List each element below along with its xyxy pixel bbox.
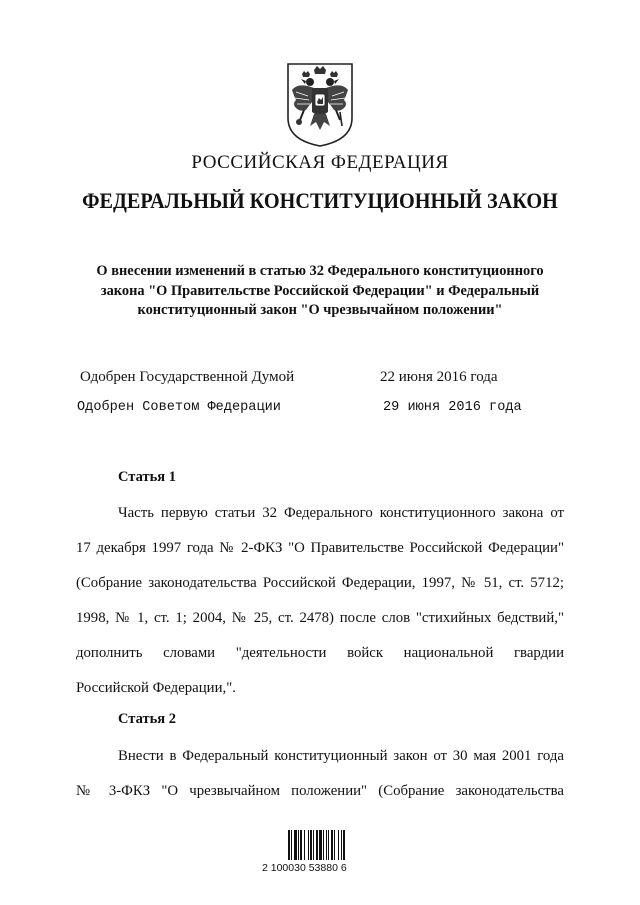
approval-date-federation-council: 29 июня 2016 года xyxy=(383,400,522,415)
text-line: Российской Федерации,". xyxy=(76,680,236,696)
approval-date-duma: 22 июня 2016 года xyxy=(380,369,498,385)
text-line: Часть первую статьи 32 Федерального конституционного закона от xyxy=(118,505,564,521)
article-1-text xyxy=(76,496,564,706)
text-line: Внести в Федеральный конституционный закон от 30 мая 2001 года xyxy=(118,748,564,764)
text-line: 1998, № 1, ст. 1; 2004, № 25, ст. 2478) после слов "стихийных бедствий," xyxy=(76,610,564,626)
text-line: № 3-ФКЗ "О чрезвычайном положении" (Собрание законодательства xyxy=(76,783,564,799)
approval-body-duma: Одобрен Государственной Думой xyxy=(80,369,295,385)
article-1-title: Статья 1 xyxy=(118,469,176,485)
russian-coat-of-arms-icon xyxy=(284,60,356,148)
text-line: 17 декабря 1997 года № 2-ФКЗ "О Правительстве Российской Федерации" xyxy=(76,540,564,556)
approval-body-federation-council: Одобрен Советом Федерации xyxy=(77,400,281,415)
barcode-number: 2 100030 53880 6 xyxy=(262,862,347,874)
subject-line: О внесении изменений в статью 32 Федерального конституционного xyxy=(96,263,544,279)
document-type-title: ФЕДЕРАЛЬНЫЙ КОНСТИТУЦИОННЫЙ ЗАКОН xyxy=(82,188,558,213)
text-line: (Собрание законодательства Российской Федерации, 1997, № 51, ст. 5712; xyxy=(76,575,564,591)
subject-line: закона "О Правительстве Российской Федерации" и Федеральный xyxy=(100,282,540,299)
country-name: РОССИЙСКАЯ ФЕДЕРАЦИЯ xyxy=(191,152,449,173)
law-subject xyxy=(70,262,570,321)
subject-line: конституционный закон "О чрезвычайном положении" xyxy=(137,302,503,318)
article-2-title: Статья 2 xyxy=(118,711,176,727)
text-line: дополнить словами "деятельности войск национальной гвардии xyxy=(76,645,564,661)
article-2-text xyxy=(76,739,564,809)
